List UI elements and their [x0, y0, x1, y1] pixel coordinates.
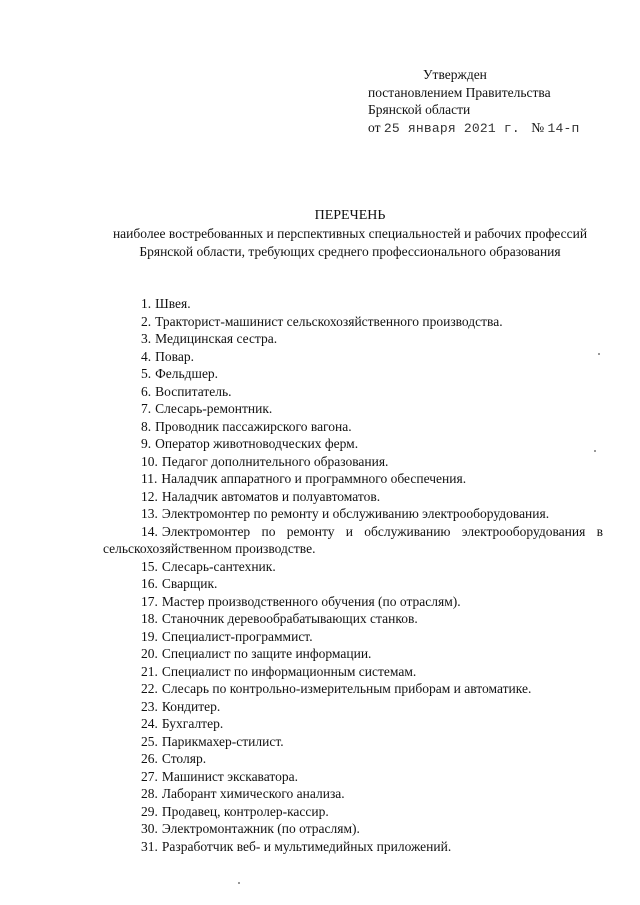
list-item: [0, 838, 640, 856]
item-text: Слесарь-ремонтник.: [155, 401, 273, 416]
document-subtitle: наиболее востребованных и перспективных специальностей и рабочих профессий Брянской области, требующих среднего профессионального образования: [112, 226, 588, 259]
list-item: [0, 768, 640, 786]
list-item: [0, 610, 640, 628]
item-text: Станочник деревообрабатывающих станков.: [161, 611, 418, 626]
approval-from: от: [368, 119, 381, 135]
list-item: [0, 400, 640, 418]
list-item: [0, 488, 640, 506]
list-item: [0, 645, 640, 663]
specialties-list: [0, 295, 640, 855]
list-item: [0, 803, 640, 821]
item-number: 1.: [141, 296, 152, 311]
item-text: Тракторист-машинист сельскохозяйственного производства.: [155, 313, 503, 329]
item-text: Бухгалтер.: [161, 716, 224, 731]
list-item: [0, 698, 640, 716]
item-text: Медицинская сестра.: [155, 331, 278, 346]
list-item: [0, 733, 640, 751]
item-number: 17.: [141, 593, 158, 609]
item-text: Воспитатель.: [155, 383, 232, 399]
item-number: 28.: [141, 786, 158, 801]
list-item: [0, 435, 640, 453]
approval-date: 25 января 2021 г.: [383, 120, 520, 136]
item-text: Проводник пассажирского вагона.: [155, 418, 352, 434]
list-item: [0, 348, 640, 366]
approval-stamp: [368, 66, 618, 137]
item-number: 6.: [141, 383, 152, 399]
list-item: [0, 628, 640, 646]
item-text: Оператор животноводческих ферм.: [155, 436, 359, 451]
item-text: Мастер производственного обучения (по отраслям).: [161, 593, 461, 609]
approval-line-2: Брянской области: [368, 102, 471, 117]
item-number: 19.: [141, 628, 158, 644]
item-number: 5.: [141, 366, 152, 381]
list-item: [0, 680, 640, 698]
item-number: 3.: [141, 331, 152, 346]
item-text: Кондитер.: [161, 698, 221, 714]
item-number: 12.: [141, 488, 158, 504]
item-number: 31.: [141, 838, 158, 854]
item-number: 9.: [141, 436, 152, 451]
list-item: [0, 365, 640, 383]
item-text: Специалист по информационным системам.: [161, 663, 417, 679]
item-number: 24.: [141, 716, 158, 731]
item-text: Электромонтер по ремонту и обслуживанию электрооборудования.: [161, 506, 550, 521]
item-number: 29.: [141, 803, 158, 819]
item-number: 8.: [141, 418, 152, 434]
item-number: 27.: [141, 768, 158, 784]
item-text: Повар.: [155, 348, 194, 364]
approval-line-1: постановлением Правительства: [368, 84, 551, 100]
item-number: 21.: [141, 663, 158, 679]
item-text: Педагог дополнительного образования.: [161, 453, 389, 469]
item-number: 15.: [141, 558, 158, 574]
list-item: [0, 820, 640, 838]
item-text: Парикмахер-стилист.: [161, 733, 284, 749]
approval-date-line: [368, 119, 618, 138]
item-text: Специалист-программист.: [161, 628, 313, 644]
list-item: [0, 663, 640, 681]
list-item: [0, 750, 640, 768]
list-item: [0, 453, 640, 471]
item-text: Фельдшер.: [155, 366, 219, 381]
item-text: Лаборант химического анализа.: [161, 786, 345, 801]
list-item: [0, 558, 640, 576]
approval-number-sign: №: [531, 119, 545, 135]
item-number: 13.: [141, 506, 158, 521]
list-item: [0, 715, 640, 733]
item-text: Электромонтер по ремонту и обслуживанию электрооборудования в сельскохозяйственном производстве.: [103, 523, 603, 556]
item-text: Сварщик.: [161, 576, 218, 591]
item-number: 4.: [141, 348, 152, 364]
item-text: Специалист по защите информации.: [161, 646, 372, 661]
list-item: [0, 785, 640, 803]
item-text: Продавец, контролер-кассир.: [161, 803, 329, 819]
list-item: [0, 295, 640, 313]
list-item: [0, 418, 640, 436]
document-title: ПЕРЕЧЕНЬ: [314, 208, 386, 223]
approval-number: 14-п: [547, 120, 580, 136]
item-text: Швея.: [155, 296, 191, 311]
item-number: 30.: [141, 821, 158, 836]
item-number: 20.: [141, 646, 158, 661]
item-text: Слесарь по контрольно-измерительным приборам и автоматике.: [161, 681, 532, 696]
item-text: Электромонтажник (по отраслям).: [161, 821, 360, 836]
list-item: [0, 505, 640, 523]
list-item: [0, 523, 603, 558]
item-number: 2.: [141, 313, 152, 329]
item-number: 16.: [141, 576, 158, 591]
item-number: 22.: [141, 681, 158, 696]
list-item: [0, 575, 640, 593]
list-item: [0, 313, 640, 331]
item-number: 18.: [141, 611, 158, 626]
scan-speck: [598, 353, 600, 355]
list-item: [0, 383, 640, 401]
item-number: 23.: [141, 698, 158, 714]
item-number: 26.: [141, 751, 158, 766]
item-text: Слесарь-сантехник.: [161, 558, 276, 574]
scan-speck: [238, 882, 240, 884]
item-number: 10.: [141, 453, 158, 469]
item-number: 25.: [141, 733, 158, 749]
item-text: Разработчик веб- и мультимедийных приложений.: [161, 838, 452, 854]
item-text: Столяр.: [161, 751, 207, 766]
list-item: [0, 330, 640, 348]
scan-speck: [594, 450, 596, 452]
item-text: Машинист экскаватора.: [161, 768, 298, 784]
item-number: 11.: [141, 471, 158, 486]
item-number: 7.: [141, 401, 152, 416]
list-item: [0, 593, 640, 611]
item-text: Наладчик автоматов и полуавтоматов.: [161, 488, 381, 504]
item-text: Наладчик аппаратного и программного обеспечения.: [161, 471, 467, 486]
item-number: 14.: [141, 523, 158, 539]
list-item: [0, 470, 640, 488]
approval-heading: Утвержден: [423, 67, 487, 82]
